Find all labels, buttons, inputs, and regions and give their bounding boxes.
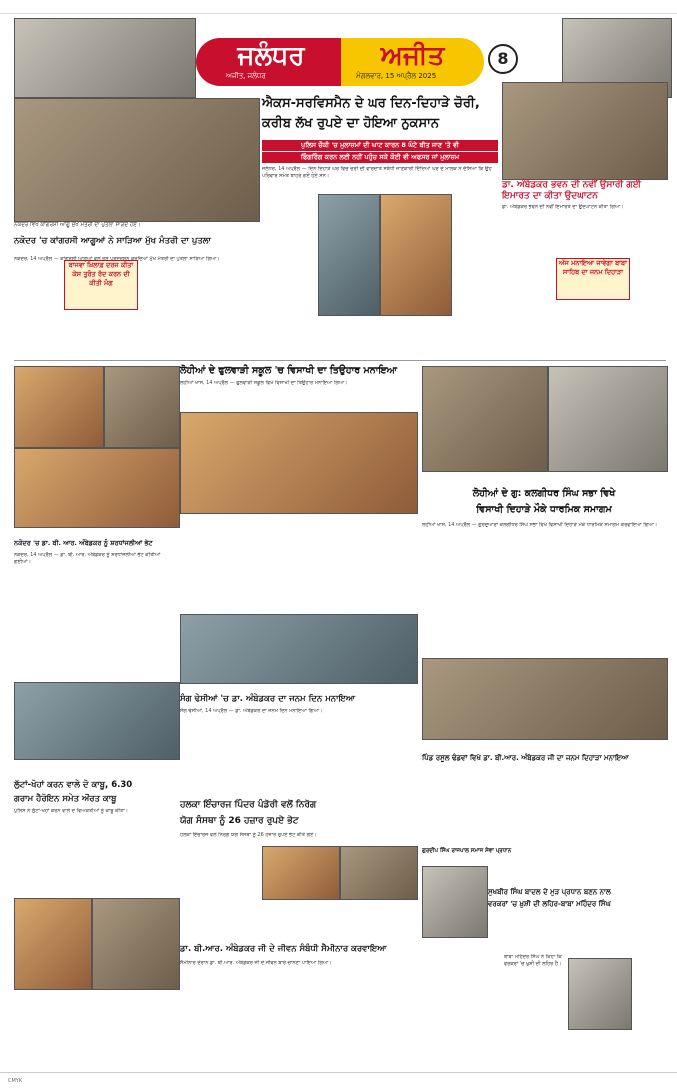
side-brief-headline: ਗੁਰਦੀਪ ਸਿੰਘ ਰਾਜਪਾਲ ਸਮਾਜ ਸੇਵਾ ਪ੍ਰਧਾਨ [422,848,512,854]
students-group-photo [180,614,418,684]
kalgidhar-photo-1 [422,366,548,472]
seminar-photo-2 [92,898,180,990]
masthead [196,38,484,86]
yoga-headline-2: ਯੋਗ ਸੰਸਥਾ ਨੂੰ 26 ਹਜ਼ਾਰ ਰੁਪਏ ਭੇਟ [180,816,299,826]
photo-caption: ਨਕੋਦਰ ਵਿਖੇ ਕਾਂਗਰਸੀ ਆਗੂ ਮੁੱਖ ਮੰਤਰੀ ਦਾ ਪੁਤਲਾ ਸਾੜਦੇ ਹੋਏ। [14,222,141,228]
congress-body-text: ਨਕੋਦਰ, 14 ਅਪ੍ਰੈਲ — ਕਾਂਗਰਸੀ ਆਗੂਆਂ ਵਲੋਂ ਰੋਸ ਪ੍ਰਦਰਸ਼ਨ ਕਰਦਿਆਂ ਮੁੱਖ ਮੰਤਰੀ ਦਾ ਪੁਤਲਾ ਸਾੜਿਆ ਗਿਆ। [14,256,220,262]
building-photo-left [14,18,196,98]
nakodar-tribute-photo-2 [104,366,180,448]
kalgidhar-text: ਲੋਹੀਆਂ ਖਾਸ, 14 ਅਪ੍ਰੈਲ — ਗੁਰਦੁਆਰਾ ਕਲਗੀਧਰ ਸਿੰਘ ਸਭਾ ਵਿਖੇ ਵਿਸਾਖੀ ਦਿਹਾੜੇ ਮੌਕੇ ਧਾਰਮਿਕ ਸਮਾਗਮ ਕਰਵਾਇਆ ਗਿਆ। [422,522,658,528]
badal-headline-2: ਵਰਕਰਾਂ 'ਚ ਖ਼ੁਸ਼ੀ ਦੀ ਲਹਿਰ-ਬਾਬਾ ਮਹਿੰਦਰ ਸਿੰਘ [488,900,611,908]
print-footer-label: CMYK [8,1078,23,1084]
seminar-headline: ਡਾ. ਬੀ.ਆਰ. ਅੰਬੇਡਕਰ ਜੀ ਦੇ ਜੀਵਨ ਸੰਬੰਧੀ ਸੈਮੀਨਾਰ ਕਰਵਾਇਆ [180,944,387,954]
pind-photo [422,658,668,740]
masthead-title-left: ਜਲੰਧਰ [196,38,346,86]
lead-headline-2: ਕਰੀਬ ਲੱਖ ਰੁਪਏ ਦਾ ਹੋਇਆ ਨੁਕਸਾਨ [262,116,439,131]
lead-subhead-1: ਪੁਲਿਸ ਚੌਕੀ 'ਚ ਮੁਲਾਜ਼ਮਾਂ ਦੀ ਘਾਟ ਕਾਰਨ 8 ਘੰਟੇ ਬੀਤ ਜਾਣ 'ਤੇ ਵੀ [262,140,498,151]
seminar-photo-1 [14,898,92,990]
nakodar-tribute-text: ਨਕੋਦਰ, 14 ਅਪ੍ਰੈਲ — ਡਾ. ਬੀ. ਆਰ. ਅੰਬੇਡਕਰ ਨੂੰ ਸ਼ਰਧਾਂਜਲੀਆਂ ਭੇਟ ਕੀਤੀਆਂ ਗਈਆਂ। [14,552,161,565]
pind-headline: ਪਿੰਡ ਰਸੂਲ ਢੰਡਵਾਂ ਵਿਖੇ ਡਾ. ਬੀ.ਆਰ. ਅੰਬੇਡਕਰ ਜੀ ਦਾ ਜਨਮ ਦਿਹਾੜਾ ਮਨਾਇਆ [422,754,629,762]
ambedkar-bhawan-box: ਅੱਜ ਮਨਾਇਆ ਜਾਵੇਗਾ ਬਾਬਾ ਸਾਹਿਬ ਦਾ ਜਨਮ ਦਿਹਾੜਾ [556,258,630,300]
arrest-headline-1: ਲੁੱਟਾਂ-ਖੋਹਾਂ ਕਰਨ ਵਾਲੇ ਦੋ ਕਾਬੂ, 6.30 [14,780,133,790]
bottom-left-text [14,994,178,1056]
lohian-school-photo [180,412,418,514]
sang-dhesian-text: ਸੰਗ ਢੇਸੀਆਂ, 14 ਅਪ੍ਰੈਲ — ਡਾ. ਅੰਬੇਡਕਰ ਦਾ ਜਨਮ ਦਿਨ ਮਨਾਇਆ ਗਿਆ। [180,708,323,714]
kalgidhar-headline-2: ਵਿਸਾਖੀ ਦਿਹਾੜੇ ਮੌਕੇ ਧਾਰਮਿਕ ਸਮਾਗਮ [476,504,612,515]
congress-headline: ਨਕੋਦਰ 'ਚ ਕਾਂਗਰਸੀ ਆਗੂਆਂ ਨੇ ਸਾੜਿਆ ਮੁੱਖ ਮੰਤਰੀ ਦਾ ਪੁਤਲਾ [14,236,211,246]
ambedkar-bhawan-text: ਡਾ. ਅੰਬੇਡਕਰ ਭਵਨ ਦੀ ਨਵੀਂ ਇਮਾਰਤ ਦਾ ਉਦਘਾਟਨ ਕੀਤਾ ਗਿਆ। [502,204,624,210]
sang-dhesian-headline: ਸੰਗ ਢੇਸੀਆਂ 'ਚ ਡਾ. ਅੰਬੇਡਕਰ ਦਾ ਜਨਮ ਦਿਨ ਮਨਾਇਆ [180,694,356,704]
kalgidhar-photo-2 [548,366,668,472]
ambedkar-bhawan-photo [502,82,668,180]
divider [14,360,666,361]
lead-body-text: ਜਲੰਧਰ, 14 ਅਪ੍ਰੈਲ — ਦਿਨ ਦਿਹਾੜੇ ਘਰ ਵਿਚ ਚੋਰੀ ਦੀ ਵਾਰਦਾਤ ਸਬੰਧੀ ਜਾਣਕਾਰੀ ਦਿੰਦਿਆਂ ਘਰ ਦੇ ਮਾਲਕ ਨੇ ਦੱਸਿਆ ਕਿ ਉਹ ਪਰਿਵਾਰ ਸਮੇਤ ਬਾਹਰ ਗਏ ਹੋਏ ਸਨ। [262,166,492,179]
side-brief-photo [422,866,488,938]
badal-text: ਬਾਬਾ ਮਹਿੰਦਰ ਸਿੰਘ ਨੇ ਕਿਹਾ ਕਿ ਵਰਕਰਾਂ 'ਚ ਖ਼ੁਸ਼ੀ ਦੀ ਲਹਿਰ ਹੈ। [504,954,562,967]
masthead-date: ਮੰਗਲਵਾਰ, 15 ਅਪ੍ਰੈਲ 2025 [356,72,437,80]
print-footer-strip [0,1072,677,1089]
arrest-photo [14,682,180,760]
lead-headline-1: ਐਕਸ-ਸਰਵਿਸਮੈਨ ਦੇ ਘਰ ਦਿਨ-ਦਿਹਾੜੇ ਚੋਰੀ, [262,96,480,111]
theft-photo-1 [318,194,380,316]
arrest-headline-2: ਗਰਾਮ ਹੈਰੋਇਨ ਸਮੇਤ ਔਰਤ ਕਾਬੂ [14,794,117,804]
badal-headline-1: ਸੁਖਬੀਰ ਸਿੰਘ ਬਾਦਲ ਦੇ ਮੁੜ ਪ੍ਰਧਾਨ ਬਣਨ ਨਾਲ [488,888,611,896]
ambedkar-bhawan-headline: ਡਾ. ਅੰਬੇਡਕਰ ਭਵਨ ਦੀ ਨਵੀਂ ਉਸਾਰੀ ਗਈ ਇਮਾਰਤ ਦਾ ਕੀਤਾ ਉਦਘਾਟਨ [502,180,641,201]
nakodar-tribute-photo-1 [14,366,104,448]
print-info-strip [0,0,677,14]
congress-box: ਬਾਜਵਾ ਖ਼ਿਲਾਫ਼ ਦਰਜ ਕੀਤਾ ਕੇਸ ਤੁਰੰਤ ਰੱਦ ਕਰਨ ਦੀ ਕੀਤੀ ਮੰਗ [64,260,138,310]
nakodar-tribute-photo-3 [14,448,180,528]
lohian-school-headline: ਲੋਹੀਆਂ ਦੇ ਫੁਲਵਾੜੀ ਸਕੂਲ 'ਚ ਵਿਸਾਖੀ ਦਾ ਤਿਉਹਾਰ ਮਨਾਇਆ [180,365,398,376]
seminar-text: ਸੈਮੀਨਾਰ ਦੌਰਾਨ ਡਾ. ਬੀ.ਆਰ. ਅੰਬੇਡਕਰ ਜੀ ਦੇ ਜੀਵਨ ਬਾਰੇ ਚਾਨਣਾ ਪਾਇਆ ਗਿਆ। [180,960,332,966]
theft-photo-2 [380,194,452,316]
congress-protest-photo [14,98,260,222]
yoga-photo-1 [262,846,340,900]
lohian-school-text: ਲੋਹੀਆਂ ਖਾਸ, 14 ਅਪ੍ਰੈਲ — ਫੁਲਵਾੜੀ ਸਕੂਲ ਵਿਖੇ ਵਿਸਾਖੀ ਦਾ ਤਿਉਹਾਰ ਮਨਾਇਆ ਗਿਆ। [180,380,348,386]
lead-subhead-2: ਫਿੰਗਰਿੰਗ ਕਰਨ ਲਈ ਨਹੀਂ ਪਹੁੰਚ ਸਕੇ ਕੋਈ ਵੀ ਅਫਸਰ ਜਾਂ ਮੁਲਾਜ਼ਮ [262,152,498,163]
yoga-text: ਹਲਕਾ ਇੰਚਾਰਜ ਵਲੋਂ ਨਿਰੋਗ ਯੋਗ ਸੰਸਥਾ ਨੂੰ 26 ਹਜ਼ਾਰ ਰੁਪਏ ਭੇਟ ਕੀਤੇ ਗਏ। [180,832,317,838]
nakodar-tribute-headline: ਨਕੋਦਰ 'ਚ ਡਾ. ਬੀ. ਆਰ. ਅੰਬੇਡਕਰ ਨੂੰ ਸ਼ਰਧਾਂਜਲੀਆਂ ਭੇਟ [14,539,153,547]
kalgidhar-headline-1: ਲੋਹੀਆਂ ਦੇ ਗੁ: ਕਲਗੀਧਰ ਸਿੰਘ ਸਭਾ ਵਿਖੇ [472,488,616,499]
yoga-photo-2 [340,846,418,900]
badal-photo [568,958,632,1030]
masthead-subtitle: ਅਜੀਤ, ਜਲੰਧਰ [226,72,266,80]
lohian-school-text-2 [180,516,416,612]
arrest-text: ਪੁਲਿਸ ਨੇ ਲੁੱਟਾਂ-ਖੋਹਾਂ ਕਰਨ ਵਾਲੇ ਦੋ ਵਿਅਕਤੀਆਂ ਨੂੰ ਕਾਬੂ ਕੀਤਾ। [14,808,129,814]
masthead-title-right: ਅਜੀਤ [341,38,484,86]
page-number: 8 [488,44,518,74]
yoga-headline-1: ਹਲਕਾ ਇੰਚਾਰਜ ਪਿੰਦਰ ਪੰਡੋਰੀ ਵਲੋਂ ਨਿਰੋਗ [180,800,317,810]
